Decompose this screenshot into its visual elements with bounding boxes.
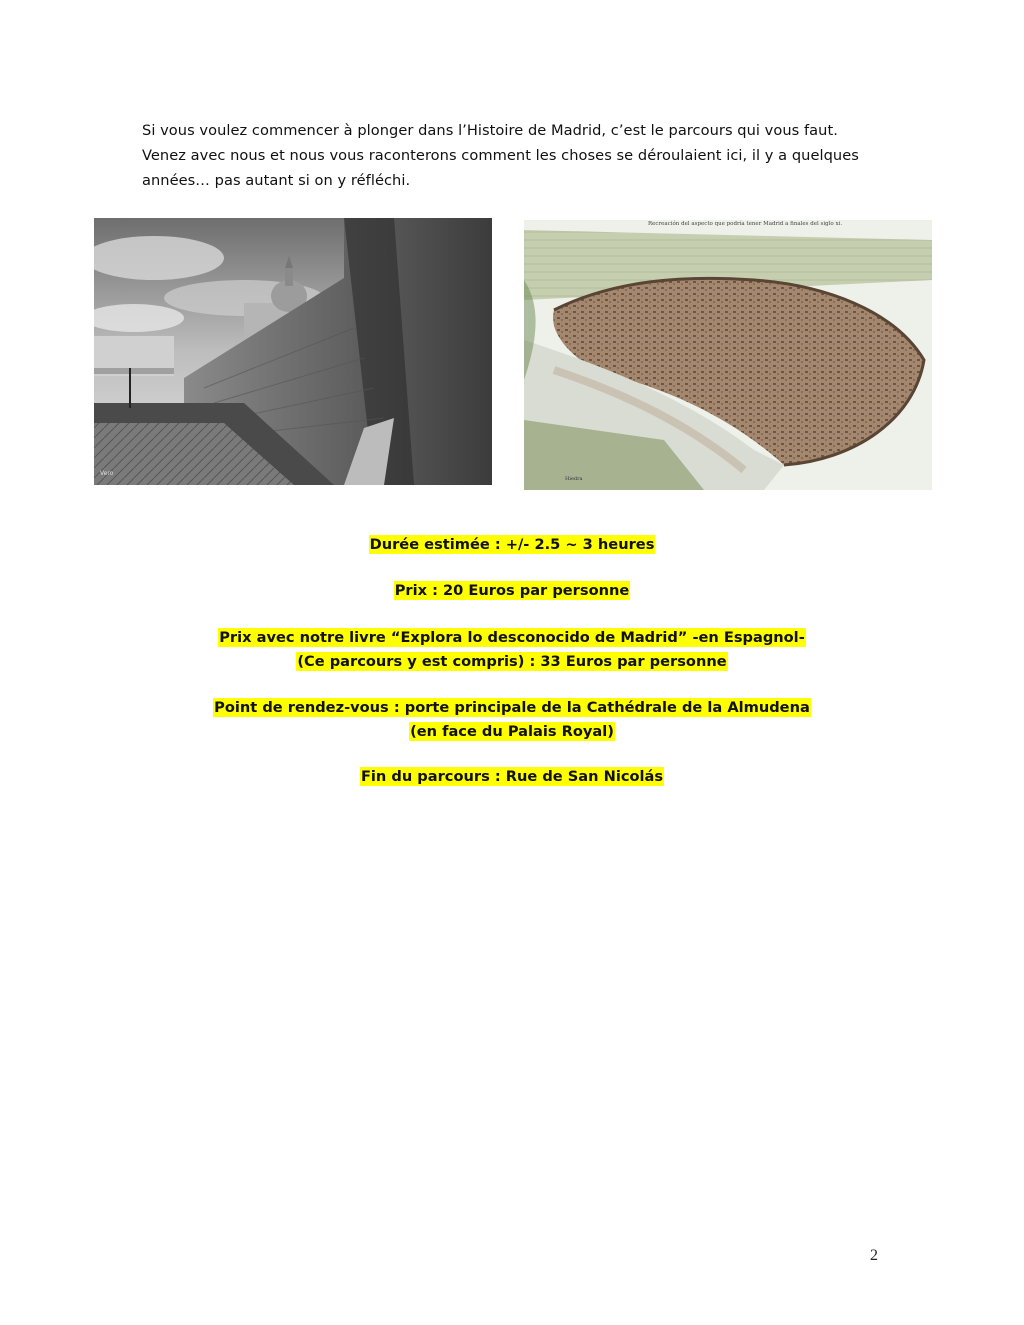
price-with-book-line-2: (Ce parcours y est compris) : 33 Euros par personne [297, 653, 727, 670]
wall-and-cathedral-photo [94, 218, 492, 485]
historic-madrid-drawing [524, 220, 932, 490]
page-number: 2 [870, 1247, 878, 1264]
end-of-route-text: Fin du parcours : Rue de San Nicolás [360, 768, 664, 785]
duration-text: Durée estimée : +/- 2.5 ~ 3 heures [369, 536, 655, 553]
intro-line-3: années… pas autant si on y réfléchi. [142, 172, 411, 189]
map-caption: Recreación del aspecto que podría tener Madrid a finales del siglo xi. [648, 221, 843, 227]
duration-block [0, 533, 1024, 557]
meeting-point-line-1: Point de rendez-vous : porte principale de la Cathédrale de la Almudena [214, 699, 810, 716]
historic-madrid-illustration [524, 220, 932, 490]
intro-line-2: Venez avec nous et nous vous raconterons comment les choses se déroulaient ici, il y a quelques [142, 147, 859, 164]
map-signature: Hiedra [565, 476, 583, 482]
end-of-route-block [0, 765, 1024, 789]
photo-signature: Vero [100, 470, 114, 477]
price-block [0, 579, 1024, 603]
price-with-book-block [0, 626, 1024, 674]
intro-paragraph [142, 118, 902, 193]
price-with-book-line-1: Prix avec notre livre “Explora lo desconocido de Madrid” -en Espagnol- [219, 629, 805, 646]
meeting-point-line-2: (en face du Palais Royal) [410, 723, 614, 740]
price-text: Prix : 20 Euros par personne [394, 582, 630, 599]
meeting-point-block [0, 696, 1024, 744]
intro-line-1: Si vous voulez commencer à plonger dans l’Histoire de Madrid, c’est le parcours qui vous faut. [142, 122, 838, 139]
wall-and-cathedral-illustration [94, 218, 492, 485]
